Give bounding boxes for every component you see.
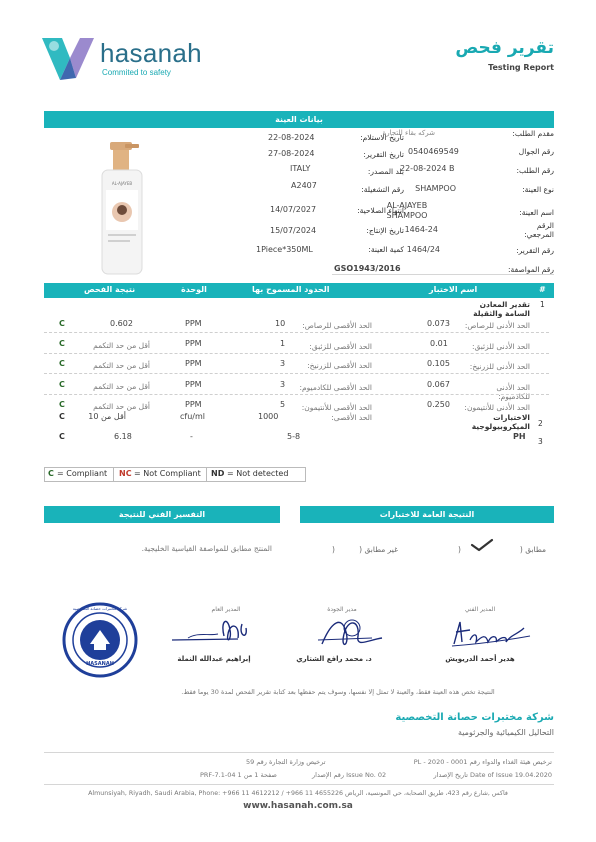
ph-status: C (59, 432, 65, 441)
row-test-label: الحد الأدنى للرصاص: (464, 321, 530, 330)
row-limit-value: 10 (275, 319, 286, 328)
brand-name: hasanah (100, 38, 202, 68)
quality-name: د. محمد رافع الشتاري (296, 655, 372, 663)
field-value-batch: A2407 (291, 181, 317, 190)
quality-signature (312, 610, 392, 654)
check-icon (470, 537, 494, 553)
row-result: أقل من حد التكمم (93, 341, 150, 350)
row-divider (44, 373, 549, 374)
field-label-standard: رقم المواصفة: (508, 265, 554, 274)
row-divider (44, 353, 549, 354)
field-label-expiry: انتهاء الصلاحية: (357, 206, 404, 215)
row-limit-value: 1 (280, 339, 286, 348)
notice-text: النتيجة تخص هذه العينة فقط، والعينة لا تمثل إلا نفسها، وسوف يتم حفظها بعد كتابة تقرير الفحص لمدة 30 يوما فقط. (181, 688, 495, 696)
legend-nc-code: NC (119, 469, 132, 478)
footer-license-fda: ترخيص هيئة الغذاء والدواء رقم 0001 - 2020 - PL (413, 758, 552, 766)
row-test-label: الحد الأدنى للزرنيخ: (469, 362, 530, 371)
row-unit: PPM (185, 380, 202, 389)
field-value-production: 15/07/2024 (270, 226, 317, 235)
sample-section-header (44, 111, 554, 128)
micro-name: الاختبارات الميكروبيولوجية (471, 413, 530, 431)
field-label-reference: الرقم المرجعي: (524, 221, 554, 239)
legend-nc-text: = Not Compliant (134, 469, 201, 478)
row-test-label: الحد الأدنى للأنتيمون: (464, 403, 530, 412)
noncompliant-option-label: غير مطابق ( (359, 545, 398, 554)
row-result: 0.602 (110, 319, 133, 328)
footer-issue-no: رقم الإصدار Issue No. 02 (312, 771, 387, 779)
row-limit-label: الحد الأقصى للكادميوم: (299, 383, 372, 392)
footer-issue-date: تاريخ الإصدار Date of Issue 19.04.2020 (433, 771, 552, 779)
row-status: C (59, 319, 65, 328)
field-value-expiry: 14/07/2027 (270, 205, 317, 214)
row-result: أقل من حد التكمم (93, 361, 150, 370)
row-limit-label: الحد الأقصى للزئبق: (309, 342, 372, 351)
row-divider (44, 394, 549, 395)
row-test-label: الحد الأدنى للكادميوم: (496, 383, 530, 401)
field-label-requester: مقدم الطلب: (512, 129, 554, 138)
ph-limit: 5-8 (287, 432, 301, 441)
field-label-mobile: رقم الجوال (518, 147, 554, 156)
brand-tagline: Commited to safety (102, 68, 171, 77)
footer-website[interactable]: www.hasanah.com.sa (243, 801, 353, 811)
product-image (92, 140, 152, 276)
row-lod-value: 0.250 (427, 400, 450, 409)
footer-form-page: PRF-7.1-04 صفحة 1 من 1 (200, 771, 277, 779)
field-value-receipt-date: 22-08-2024 (268, 133, 315, 142)
row-limit-label: الحد الأقصى للرصاص: (302, 321, 372, 330)
quality-title: مدير الجودة (327, 606, 357, 613)
bottle-label: AL-AJAYEB (111, 181, 133, 186)
noncompliant-option-close: ) (332, 545, 335, 554)
footer-address: Almunsiyah, Riyadh, Saudi Arabia, Phone: +966 11 4612212 / +966 11 4655226 فاكس ,شارع رقم 423، طريق الصحابة، حي المونسية، الرياض (88, 790, 508, 797)
field-label-request-no: رقم الطلب: (516, 166, 554, 175)
col-header-result: نتيجة الفحص (84, 285, 136, 294)
row-lod-value: 0.105 (427, 359, 450, 368)
sample-bottom-rule (332, 274, 554, 275)
group1-num: 1 (540, 300, 545, 309)
field-value-request-no: 22-08-2024 B (400, 164, 455, 173)
technical-text: المنتج مطابق للمواصفة القياسية الخليجية. (141, 544, 272, 553)
report-title-ar: تقرير فحص (455, 38, 554, 58)
field-label-sample-name: اسم العينة: (519, 208, 554, 217)
row-status: C (59, 359, 65, 368)
footer-rule-2 (44, 784, 554, 785)
row-limit-value: 5 (280, 400, 286, 409)
footer-rule (44, 752, 554, 753)
micro-limit-label: الحد الأقصى: (331, 413, 372, 422)
field-label-sample-type: نوع العينة: (522, 185, 554, 194)
ph-unit: - (190, 432, 193, 441)
row-unit: PPM (185, 359, 202, 368)
ph-name: PH (513, 432, 526, 441)
results-table-header (44, 283, 554, 298)
field-value-mobile: 0540469549 (408, 147, 459, 156)
field-value-report-no: 1464/24 (406, 245, 440, 254)
ph-result: 6.18 (114, 432, 132, 441)
footer-license-commerce: ترخيص وزارة التجارة رقم 59 (246, 758, 326, 766)
field-label-quantity: كمية العينة: (368, 245, 404, 254)
group1-name: تقدير المعادن السامة والثقيلة (473, 300, 530, 318)
sample-section-title: بيانات العينة (275, 115, 323, 124)
report-title-en: Testing Report (488, 63, 554, 72)
legend-c-text: = Compliant (57, 469, 108, 478)
field-value-standard: GSO1943/2016 (334, 264, 401, 273)
overall-header (300, 506, 554, 523)
field-label-batch: رقم التشغيلة: (361, 185, 404, 194)
row-result: أقل من حد التكمم (93, 382, 150, 391)
field-value-origin: ITALY (290, 164, 311, 173)
legend-not-compliant (114, 468, 207, 481)
legend-not-detected (207, 468, 305, 481)
row-unit: PPM (185, 400, 202, 409)
field-value-requester: شركه بقاء للتجارة (382, 129, 435, 137)
status-legend (44, 467, 306, 482)
field-label-report-date: تاريخ التقرير: (363, 150, 404, 159)
gm-name: إبراهيم عبدالله النملة (177, 655, 251, 663)
col-header-limits: الحدود المسموح بها (252, 285, 330, 294)
legend-nd-code: ND (211, 469, 225, 478)
micro-status: C (59, 412, 65, 421)
technical-header (44, 506, 280, 523)
col-header-test-name: اسم الاختبار (429, 285, 478, 294)
field-value-sample-type: SHAMPOO (415, 184, 456, 193)
ph-num: 3 (538, 437, 543, 446)
field-label-receipt-date: تاريخ الاستلام: (360, 133, 404, 142)
row-status: C (59, 339, 65, 348)
hasanah-logo (40, 34, 96, 84)
col-header-num: # (539, 285, 546, 294)
tech-title: المدير الفني (464, 606, 496, 613)
field-value-quantity: 1Piece*350ML (256, 245, 313, 254)
row-test-label: الحد الأدنى للزئبق: (472, 342, 530, 351)
field-value-report-date: 27-08-2024 (268, 149, 315, 158)
company-name-ar: شركة مختبرات حصانة التخصصية (395, 712, 554, 723)
row-lod-value: 0.073 (427, 319, 450, 328)
row-lod-value: 0.067 (427, 380, 450, 389)
micro-unit: cfu/ml (180, 412, 205, 421)
gm-title: المدير العام (211, 606, 241, 613)
company-stamp (62, 602, 138, 678)
field-value-sample-name: AL-AJAYEB SHAMPOO (386, 201, 428, 220)
row-divider (44, 332, 549, 333)
micro-limit-value: 1000 (258, 412, 279, 421)
row-status: C (59, 380, 65, 389)
overall-title: النتيجة العامة للاختبارات (379, 510, 475, 519)
tech-name: هدير أحمد الدريويش (445, 655, 515, 663)
row-result: أقل من حد التكمم (93, 402, 150, 411)
field-value-reference: 1464-24 (404, 225, 438, 234)
stamp-text: شركة مختبرات حصانة التخصصية (72, 606, 128, 611)
compliant-option-close: ) (458, 545, 461, 554)
field-label-report-no: رقم التقرير: (516, 246, 554, 255)
col-header-unit: الوحدة (181, 285, 207, 294)
row-unit: PPM (185, 339, 202, 348)
legend-compliant (45, 468, 114, 481)
row-limit-label: الحد الأقصى للزرنيخ: (307, 361, 372, 370)
field-label-origin: بلد المصدر: (367, 167, 404, 176)
field-label-production: تاريخ الإنتاج: (366, 226, 404, 235)
micro-num: 2 (538, 419, 543, 428)
stamp-sub: HASANAH (86, 661, 114, 667)
gm-signature (168, 614, 280, 650)
compliant-option-label: مطابق ( (519, 545, 546, 554)
micro-result: أقل من 10 (88, 412, 126, 421)
legend-nd-text: = Not detected (227, 469, 289, 478)
row-lod-value: 0.01 (430, 339, 448, 348)
row-status: C (59, 400, 65, 409)
company-sub-ar: التحاليل الكيميائية والجرثومية (457, 728, 554, 737)
row-limit-value: 3 (280, 380, 286, 389)
row-limit-value: 3 (280, 359, 286, 368)
tech-signature (448, 614, 534, 652)
row-unit: PPM (185, 319, 202, 328)
technical-title: التفسير الفني للنتيجة (118, 510, 206, 519)
row-limit-label: الحد الأقصى للأنتيمون: (301, 403, 372, 412)
legend-c-code: C (48, 469, 54, 478)
